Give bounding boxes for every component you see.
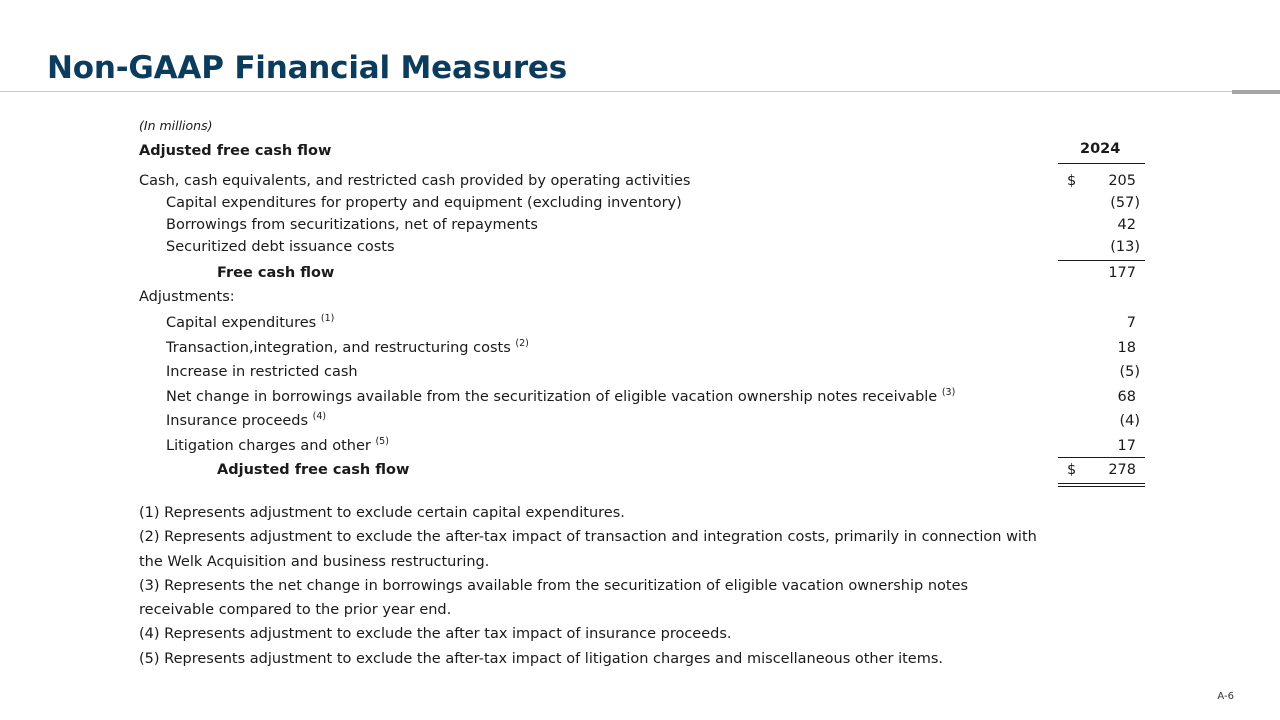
footnote-line: (1) Represents adjustment to exclude certain capital expenditures. [139,505,625,521]
footnote-ref: (1) [320,313,335,324]
footnote-line: (2) Represents adjustment to exclude the after-tax impact of transaction and integration costs, primarily in connection with [139,529,1037,546]
footnote-ref: (2) [515,338,529,349]
row-value: 205 [1108,173,1136,189]
footnote-line: (4) Represents adjustment to exclude the after tax impact of insurance proceeds. [139,626,732,643]
row-label: Litigation charges and other $^{(5)}$ [166,436,389,454]
table-header-row [139,141,1145,161]
units-note: (In millions) [139,118,213,133]
table-row [139,436,1145,456]
title-divider [0,91,1280,92]
row-label: Capital expenditures $^{(1)}$ [166,313,335,331]
row-label: Net change in borrowings available from the securitization of eligible vacation ownership notes receivable $^{(3)}$ [166,387,956,405]
row-label: Securitized debt issuance costs [166,239,395,255]
table-row [139,387,1145,407]
row-value: (13) [1110,239,1140,255]
subtotal-row [139,263,1145,283]
footnotes [139,501,1139,671]
footnote-ref: (4) [312,411,327,422]
table-header-label: Adjusted free cash flow [139,143,332,159]
row-value: 68 [1117,389,1136,405]
footnote-line: receivable compared to the prior year end. [139,602,452,619]
double-underline-top [1058,483,1145,484]
table-row [139,287,1145,307]
header-underline [1058,163,1145,164]
row-value: 42 [1117,217,1136,233]
row-label: Adjustments: [139,289,235,305]
table-row [139,362,1145,382]
row-value: 18 [1117,340,1136,356]
row-label: Transaction,integration, and restructuring costs $^{(2)}$ [166,338,529,356]
row-label: Capital expenditures for property and equipment (excluding inventory) [166,195,682,211]
table-row [139,193,1145,213]
currency-symbol: $ [1067,173,1077,189]
column-year: 2024 [1080,141,1121,157]
subtotal-line [1058,260,1145,261]
footnote-ref: (5) [375,436,389,447]
row-label: Adjusted free cash flow [217,462,410,478]
footnote-ref: (3) [941,387,956,398]
total-row [139,460,1145,480]
row-label: Borrowings from securitizations, net of repayments [166,217,538,233]
table-row [139,215,1145,235]
table-row [139,171,1145,191]
footnote-line: (5) Represents adjustment to exclude the after-tax impact of litigation charges and miscellaneous other items. [139,650,944,667]
row-label: Cash, cash equivalents, and restricted cash provided by operating activities [139,173,691,189]
row-value: (4) [1119,413,1140,429]
table-row [139,313,1145,333]
divider-accent [1232,90,1280,94]
total-line [1058,457,1145,458]
double-underline-bottom [1058,486,1145,487]
row-label: Increase in restricted cash [166,364,358,380]
row-value: (5) [1119,364,1140,380]
row-label: Free cash flow [217,265,335,281]
table-row [139,338,1145,358]
currency-symbol: $ [1067,462,1077,478]
page-title: Non-GAAP Financial Measures [47,50,567,86]
row-value: 7 [1126,315,1136,331]
row-value: 17 [1117,438,1136,454]
page-number: A-6 [1217,691,1234,702]
row-value: 177 [1108,265,1136,281]
footnote-line: the Welk Acquisition and business restructuring. [139,553,490,570]
row-label: Insurance proceeds $^{(4)}$ [166,411,327,429]
row-value: 278 [1108,462,1136,478]
footnote-line: (3) Represents the net change in borrowings available from the securitization of eligible vacation ownership notes [139,577,969,594]
row-value: (57) [1110,195,1140,211]
table-row [139,237,1145,257]
table-row [139,411,1145,431]
